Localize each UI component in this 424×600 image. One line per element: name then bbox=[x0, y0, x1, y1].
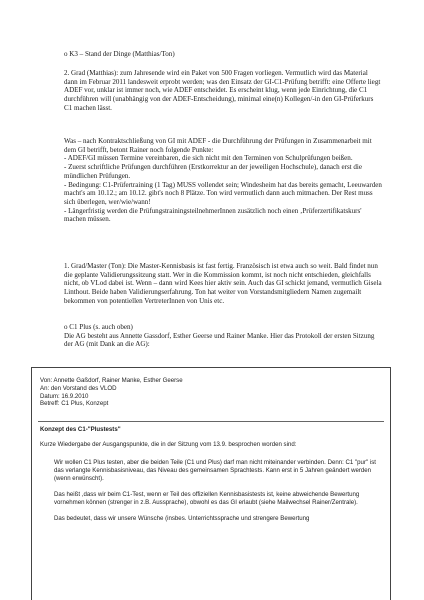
memo-date: Datum: 16.9.2010 bbox=[40, 392, 89, 400]
memo-from: Von: Annette Gaßdorf, Rainer Manke, Esther Geerse bbox=[40, 377, 183, 384]
paragraph-master bbox=[64, 262, 382, 306]
section-heading-k3 bbox=[64, 50, 382, 59]
c1plus-text: Die AG besteht aus Annette Gassdorf, Esther Geerse und Rainer Manke. Hier das Protokoll der ersten Sitzung der AG (mit Dank an die AG): bbox=[64, 331, 375, 349]
kontrakt-item: - Längerfristig werden die PrüfungstrainingsteilnehmerInnen zusätzlich noch einen ‚Prüferzertifikatskurs' machen müssen. bbox=[64, 206, 362, 224]
paragraph-c1plus bbox=[64, 323, 382, 349]
memo-header bbox=[40, 377, 380, 408]
paragraph-grad2 bbox=[64, 69, 382, 113]
memo-paragraph: Wir wollen C1 Plus testen, aber die beiden Teile (C1 und Plus) darf man nicht miteinander verbinden. Denn: C1 "pur" ist das verlangte Kennisbasisniveau, das Niveau des gemeinsamen Sprachtests. Kann erst in 5 Jahren geändert werden (wenn erwünscht). bbox=[54, 459, 376, 482]
memo-divider bbox=[38, 421, 384, 422]
heading-text: o K3 – Stand der Dinge (Matthias/Ton) bbox=[64, 50, 175, 58]
kontrakt-intro: Was – nach Kontraktschließung von GI mit ADEF - die Durchführung der Prüfungen in Zusammenarbeit mit dem GI betrifft, betont Rainer noch folgende Punkte: bbox=[64, 137, 372, 154]
memo-subject: Betreff: C1 Plus, Konzept bbox=[40, 400, 109, 408]
kontrakt-item: - ADEF/GI müssen Termine vereinbaren, die sich nicht mit den Terminen von Schulprüfungen beißen. bbox=[64, 154, 353, 163]
paragraph-kontrakt bbox=[64, 137, 382, 224]
memo-paragraph: Das heißt ,dass wir beim C1-Test, wenn er Teil des offiziellen Kennisbasistests ist, keine abweichende Bewertung vornehmen können (strenger in z.B. Aussprache), obwohl es das GI erlaubt (siehe Mailwechsel Rainer/Zentrale). bbox=[54, 491, 360, 506]
memo-title: Konzept des C1-"Plustests" bbox=[40, 426, 121, 433]
c1plus-heading: o C1 Plus (s. auch oben) bbox=[64, 323, 133, 331]
paragraph-grad2-text: 2. Grad (Matthias): zum Jahresende wird ein Paket von 500 Fragen vorliegen. Vermutlich wird das Material dann im Februar 2011 landesweit erprobt werden; was den Einsatz der GI-C1-Prüfung betrifft: eine Offerte liegt ADEF vor, unklar ist immer noch, wie ADEF entscheidet. Es erscheint klug, wenn jede Einrichtung, die C1 durchführen will (unabhängig von der ADEF-Entscheidung), minimal eine(n) Kollegen/-in den GI-Prüferkurs C1 machen lässt. bbox=[64, 69, 381, 112]
kontrakt-item: - Bedingung: C1-Prüfertraining (1 Tag) MUSS vollendet sein; Windesheim hat das bereits gemacht, Leeuwarden macht's am 10.12.; am 10.12. gibt's noch 8 Plätze. Ton wird vermutlich dann auch mitmachen. Der Rest muss sich überlegen, wer/wie/wann! bbox=[64, 180, 382, 206]
memo-box bbox=[31, 367, 391, 600]
kontrakt-item: - Zuerst schriftliche Prüfungen durchführen (Erstkorrektur an der jeweiligen Hochschule), danach erst die mündlichen Prüfungen. bbox=[64, 163, 363, 180]
paragraph-master-text: 1. Grad/Master (Ton): Die Master-Kennisbasis ist fast fertig. Französisch ist etwa auch so weit. Bald findet nun die geplante Validierungssitzung statt. Wer in die Kommission kommt, ist noch nicht entschieden, gleichfalls nicht, ob VLod dabei ist. Wenn – dann wird Kees hier aktiv sein. Auch das GI schickt jemand, vermutlich Gisela Linthout. Beide haben Validierungserfahrung. Ton hat weiter von Vorstandsmitgliedern Namen zugemailt bekommen von potentiellen VertreterInnen von Unis etc. bbox=[64, 262, 382, 305]
memo-to: An: den Vorstand des VLOD bbox=[40, 384, 117, 392]
memo-paragraph: Das bedeutet, dass wir unsere Wünsche (insbes. Unterrichtssprache und strengere Bewertung bbox=[54, 515, 310, 522]
memo-intro: Kurze Wiedergabe der Ausgangspunkte, die in der Sitzung vom 13.9. besprochen worden sind: bbox=[40, 441, 297, 448]
